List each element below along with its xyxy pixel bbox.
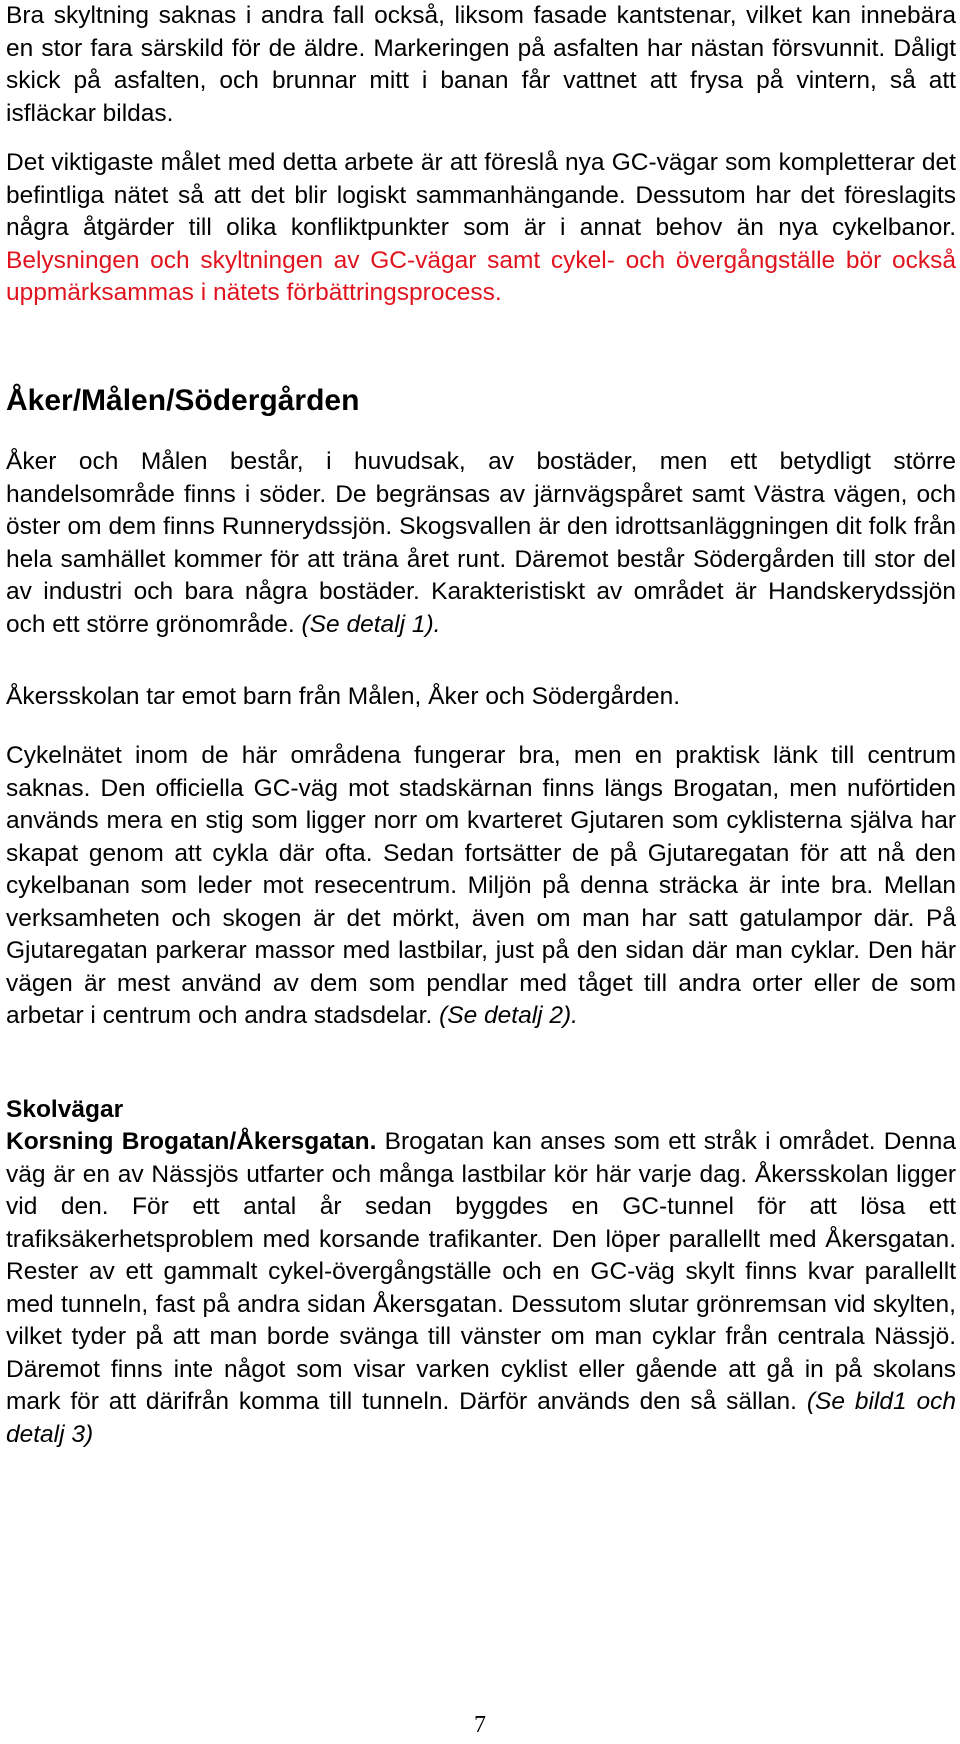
paragraph-school	[6, 681, 956, 714]
subheading: Skolvägar	[6, 1096, 124, 1123]
paragraph-cycle-network	[6, 740, 956, 1033]
detail-reference-2: (Se detalj 2).	[439, 1002, 578, 1029]
paragraph-cycle-text: Cykelnätet inom de här områdena fungerar bra, men en praktisk länk till centrum saknas. Den officiella GC-väg mot stadskärnan finns längs Brogatan, men nuförtiden används mera en stig som ligger norr om kvarteret Gjutaren som cyklisterna själva har skapat genom att cykla där ofta. Sedan fortsätter de på Gjutaregatan för att nå den cykelbanan som leder mot resecentrum. Miljön på denna sträcka är inte bra. Mellan verksamheten och skogen är det mörkt, även om man har satt gatulampor där. På Gjutaregatan parkerar massor med lastbilar, just på den sidan där man cyklar. Den här vägen är mest använd av dem som pendlar med tåget till andra orter eller de som arbetar i centrum och andra stadsdelar.	[6, 742, 956, 1029]
crossing-lead: Korsning Brogatan/Åkersgatan.	[6, 1128, 377, 1155]
paragraph-school-text: Åkersskolan tar emot barn från Målen, Åker och Södergården.	[6, 683, 681, 710]
paragraph-crossing-text: Brogatan kan anses som ett stråk i området. Denna väg är en av Nässjös utfarter och många lastbilar kör här varje dag. Åkersskolan ligger vid den. För ett antal år sedan byggdes en GC-tunnel för att lösa ett trafiksäkerhetsproblem med korsande trafikanter. Den löper parallellt med Åkersgatan. Rester av ett gammalt cykel-övergångställe och en GC-väg skylt finns kvar parallellt med tunneln, fast på andra sidan Åkersgatan. Dessutom slutar grönremsan vid skylten, vilket tyder på att man borde svänga till vänster om man cyklar från centrala Nässjö. Däremot finns inte något som visar varken cyklist eller gående att gå in på skolans mark för att därifrån komma till tunneln. Därför används den så sällan.	[6, 1128, 956, 1415]
paragraph-crossing	[6, 1126, 956, 1451]
highlighted-text: Belysningen och skyltningen av GC-vägar samt cykel- och övergångställe bör också uppmärksammas i nätets förbättringsprocess.	[6, 246, 956, 306]
paragraph-signage	[6, 0, 956, 130]
paragraph-goal-text: Det viktigaste målet med detta arbete är att föreslå nya GC-vägar som kompletterar det befintliga nätet så att det blir logiskt sammanhängande. Dessutom har det föreslagits några åtgärder till olika konfliktpunkter som är i annat behov än nya cykelbanor.	[6, 149, 956, 241]
paragraph-area-text: Åker och Målen består, i huvudsak, av bostäder, men ett betydligt större handelsområde finns i söder. De begränsas av järnvägspåret samt Västra vägen, och öster om dem finns Runnerydssjön. Skogsvallen är den idrottsanläggningen dit folk från hela samhället kommer för att träna året runt. Däremot består Södergården till stor del av industri och bara några bostäder. Karakteristiskt av området är Handskerydssjön och ett större grönområde.	[6, 448, 956, 638]
detail-reference-3: (Se bild1 och detalj 3)	[6, 1388, 956, 1448]
paragraph-signage-text: Bra skyltning saknas i andra fall också, liksom fasade kantstenar, vilket kan innebära en stor fara särskild för de äldre. Markeringen på asfalten har nästan försvunnit. Dåligt skick på asfalten, och brunnar mitt i banan får vattnet att frysa på vintern, så att isfläckar bildas.	[6, 2, 956, 127]
section-heading: Åker/Målen/Södergården	[6, 384, 360, 417]
paragraph-area-description	[6, 446, 956, 641]
paragraph-goal	[6, 147, 956, 310]
page-number: 7	[474, 1712, 486, 1738]
detail-reference-1: (Se detalj 1).	[301, 610, 441, 638]
